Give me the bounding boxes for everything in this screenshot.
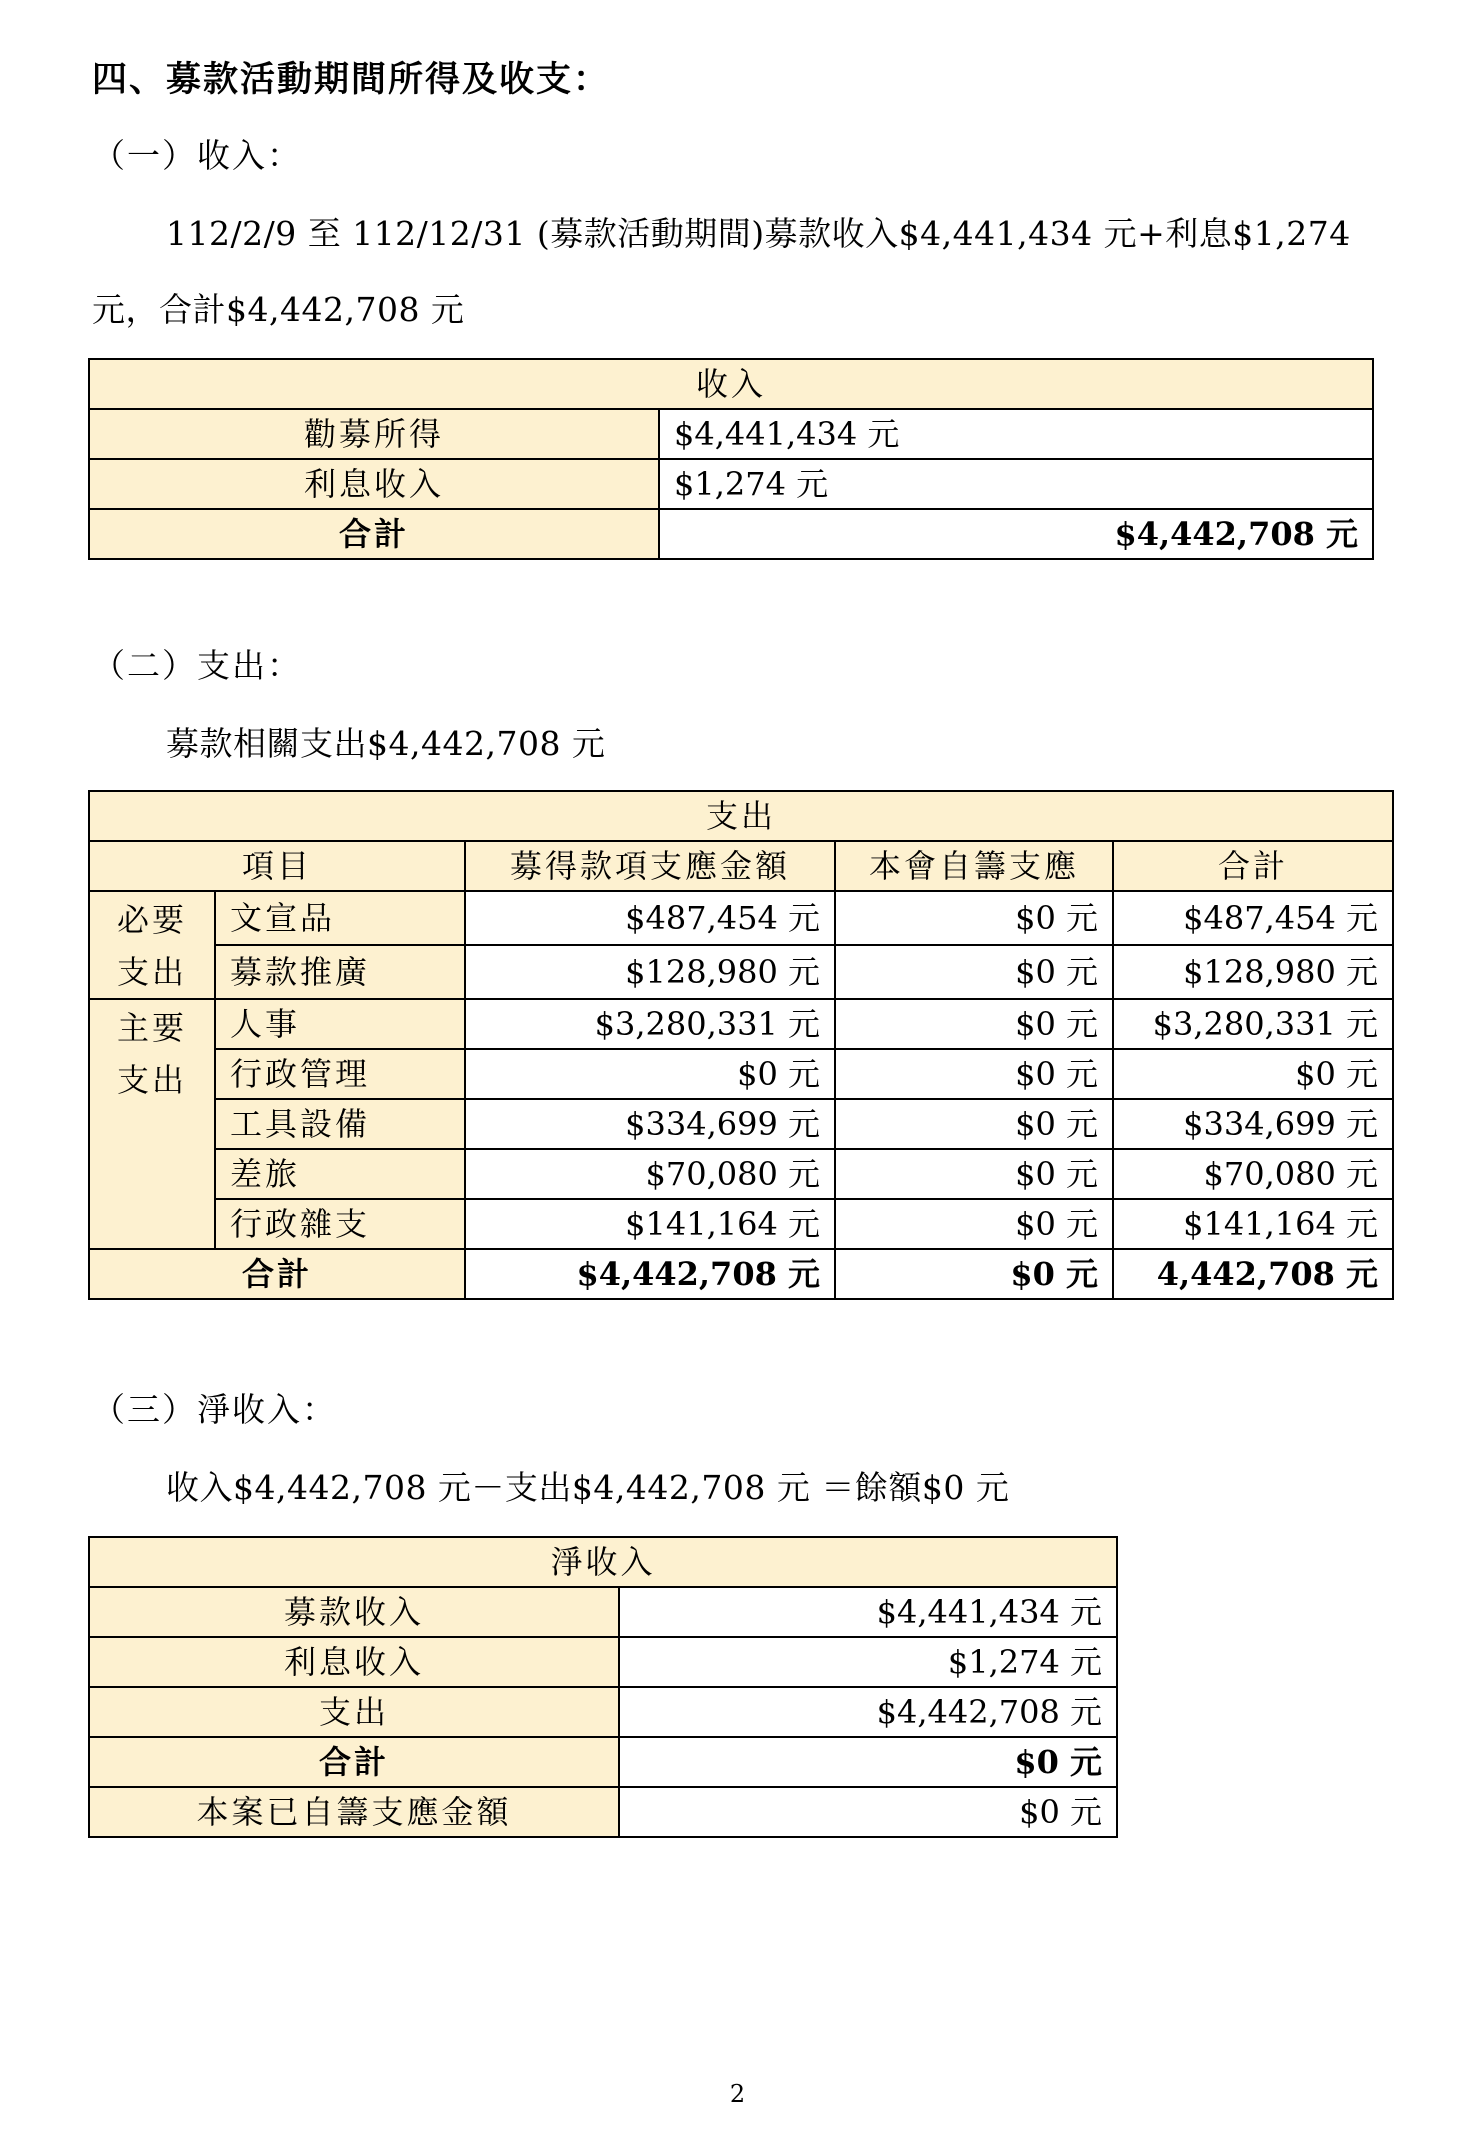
net-self-value: $0 元 [619,1787,1117,1837]
expense-item: 行政雜支 [215,1199,465,1249]
income-paragraph-line1: 112/2/9 至 112/12/31 (募款活動期間)募款收入$4,441,434 元+利息$1,274 [166,214,1351,253]
expense-self: $0 元 [835,1099,1113,1149]
income-total-value: $4,442,708 元 [659,509,1373,559]
net-paragraph: 收入$4,442,708 元－支出$4,442,708 元 ＝餘額$0 元 [166,1468,1010,1507]
expense-raised: $128,980 元 [465,945,835,999]
net-subtitle: （三）淨收入： [92,1390,337,1429]
net-total-value: $0 元 [619,1737,1117,1787]
expense-total: $334,699 元 [1113,1099,1393,1149]
expense-total-label: 合計 [89,1249,465,1299]
table-row-total [89,509,1373,559]
group-label-line: 主要 [116,1009,187,1047]
expense-subtitle: （二）支出： [92,646,302,685]
net-total-label: 合計 [89,1737,619,1787]
expense-item: 人事 [215,999,465,1049]
column-header-item: 項目 [89,841,465,891]
table-row-total [89,1249,1393,1299]
expense-table-header: 支出 [89,791,1393,841]
group-label-line: 支出 [116,953,187,991]
net-row-value: $4,441,434 元 [619,1587,1117,1637]
income-row-value: $4,441,434 元 [659,409,1373,459]
income-table [88,358,1374,560]
table-row [89,1099,1393,1149]
expense-self: $0 元 [835,999,1113,1049]
net-row-label: 利息收入 [89,1637,619,1687]
table-row [89,409,1373,459]
net-table-header: 淨收入 [89,1537,1117,1587]
expense-table [88,790,1394,1300]
expense-self: $0 元 [835,891,1113,945]
table-row [89,1687,1117,1737]
income-row-label: 利息收入 [89,459,659,509]
table-row [89,1199,1393,1249]
table-row [89,999,1393,1049]
expense-self: $0 元 [835,945,1113,999]
net-self-label: 本案已自籌支應金額 [89,1787,619,1837]
expense-raised: $141,164 元 [465,1199,835,1249]
column-header-self: 本會自籌支應 [835,841,1113,891]
expense-item: 工具設備 [215,1099,465,1149]
expense-total: $141,164 元 [1113,1199,1393,1249]
expense-raised: $334,699 元 [465,1099,835,1149]
expense-raised: $3,280,331 元 [465,999,835,1049]
expense-item: 募款推廣 [215,945,465,999]
group-label-line: 支出 [116,1061,187,1099]
table-row [89,1149,1393,1199]
income-total-label: 合計 [89,509,659,559]
expense-total: $70,080 元 [1113,1149,1393,1199]
expense-item: 差旅 [215,1149,465,1199]
table-row [89,1587,1117,1637]
expense-column-headers [89,841,1393,891]
net-row-label: 募款收入 [89,1587,619,1637]
expense-total: $0 元 [1113,1049,1393,1099]
column-header-raised: 募得款項支應金額 [465,841,835,891]
expense-total: $128,980 元 [1113,945,1393,999]
net-row-value: $1,274 元 [619,1637,1117,1687]
table-row [89,1049,1393,1099]
income-paragraph-line2: 元，合計$4,442,708 元 [92,290,465,329]
expense-total-self: $0 元 [835,1249,1113,1299]
table-row [89,459,1373,509]
net-income-table [88,1536,1118,1838]
page-number: 2 [729,2080,746,2108]
expense-paragraph: 募款相關支出$4,442,708 元 [166,724,606,763]
expense-total-raised: $4,442,708 元 [465,1249,835,1299]
income-row-label: 勸募所得 [89,409,659,459]
expense-raised: $487,454 元 [465,891,835,945]
table-row [89,1787,1117,1837]
column-header-total: 合計 [1113,841,1393,891]
expense-self: $0 元 [835,1199,1113,1249]
table-row [89,1637,1117,1687]
expense-total: $487,454 元 [1113,891,1393,945]
group-necessary-expense [89,891,215,999]
expense-total: $3,280,331 元 [1113,999,1393,1049]
table-row [89,945,1393,999]
table-row-total [89,1737,1117,1787]
expense-item: 文宣品 [215,891,465,945]
expense-raised: $70,080 元 [465,1149,835,1199]
income-row-value: $1,274 元 [659,459,1373,509]
expense-total-total: 4,442,708 元 [1113,1249,1393,1299]
income-table-header: 收入 [89,359,1373,409]
section-heading: 四、募款活動期間所得及收支： [92,59,611,100]
expense-self: $0 元 [835,1149,1113,1199]
group-main-expense [89,999,215,1249]
expense-item: 行政管理 [215,1049,465,1099]
expense-raised: $0 元 [465,1049,835,1099]
net-row-label: 支出 [89,1687,619,1737]
income-subtitle: （一）收入： [92,136,302,175]
table-row [89,891,1393,945]
net-row-value: $4,442,708 元 [619,1687,1117,1737]
group-label-line: 必要 [116,901,187,939]
expense-self: $0 元 [835,1049,1113,1099]
